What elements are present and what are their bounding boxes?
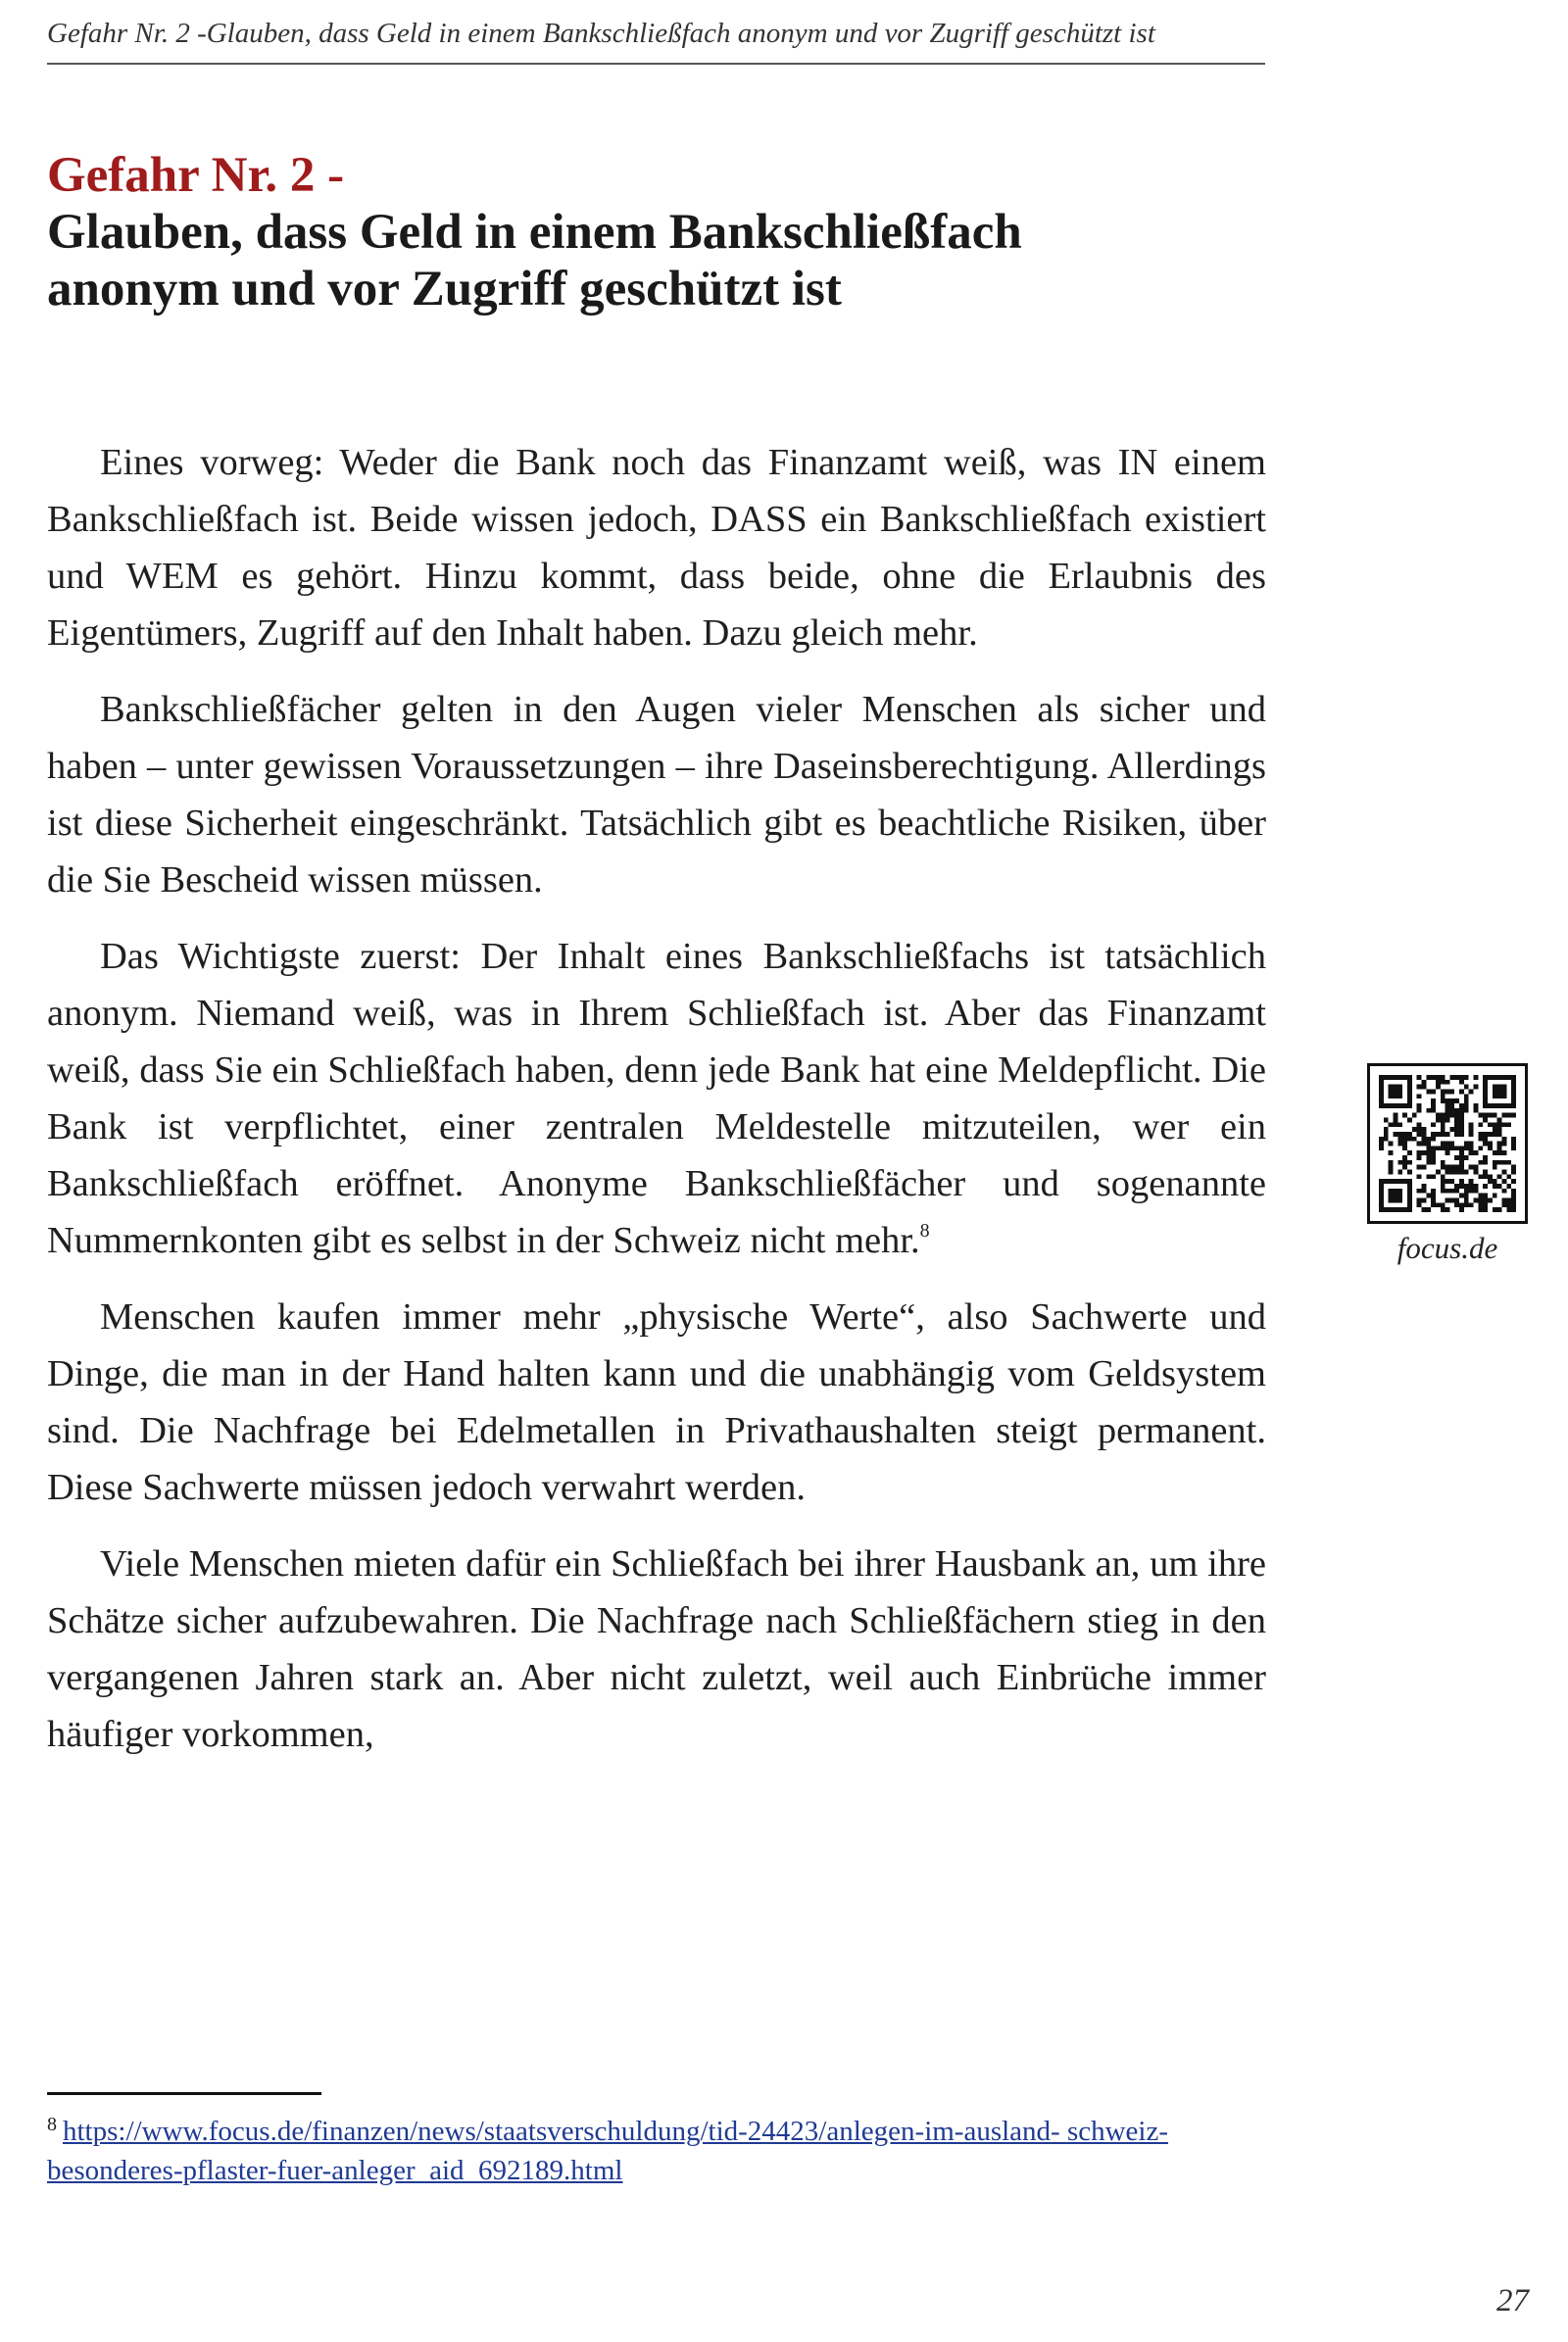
- footnote: [47, 2105, 1266, 2190]
- chapter-title-number: Gefahr Nr. 2 -: [47, 148, 345, 203]
- footnote-rule: [47, 2092, 321, 2095]
- chapter-title-line-1: Glauben, dass Geld in einem Bankschließfach: [47, 205, 1022, 260]
- footnote-marker: 8: [47, 2114, 57, 2135]
- paragraph-1: Eines vorweg: Weder die Bank noch das Finanzamt weiß, was IN einem Bankschließfach ist. Beide wissen jedoch, DASS ein Bankschließfach existiert und WEM es gehört. Hinzu kommt, dass beide, ohne die Erlaubnis des Eigentümers, Zugriff auf den Inhalt haben. Dazu gleich mehr.: [47, 442, 1266, 654]
- paragraph-4: Menschen kaufen immer mehr „physische Werte“, also Sachwerte und Dinge, die man in der Hand halten kann und die unabhängig vom Geldsystem sind. Die Nachfrage bei Edelmetallen in Privathaushalten steigt permanent. Diese Sachwerte müssen jedoch verwahrt werden.: [47, 1296, 1266, 1508]
- qr-code-icon: [1367, 1063, 1528, 1224]
- qr-caption: focus.de: [1396, 1231, 1498, 1265]
- paragraph-2: Bankschließfächer gelten in den Augen vieler Menschen als sicher und haben – unter gewissen Voraussetzungen – ihre Daseinsberechtigung. Allerdings ist diese Sicherheit eingeschränkt. Tatsächlich gibt es beachtliche Risiken, über die Sie Bescheid wissen müssen.: [47, 689, 1266, 901]
- footnote-link[interactable]: https://www.focus.de/finanzen/news/staatsverschuldung/tid-24423/anlegen-im-ausland- schweiz-besonderes-pflaster-fuer-anleger_aid_692189.html: [47, 2116, 1169, 2186]
- paragraph-3: [47, 928, 1266, 1269]
- paragraph-3-text: Das Wichtigste zuerst: Der Inhalt eines Bankschließfachs ist tatsächlich anonym. Niemand weiß, was in Ihrem Schließfach ist. Aber das Finanzamt weiß, dass Sie ein Schließfach haben, denn jede Bank hat eine Meldepflicht. Die Bank ist verpflichtet, einer zentralen Meldestelle mitzuteilen, wer ein Bankschließfach eröffnet. Anonyme Bankschließfächer und sogenannte Nummernkonten gibt es selbst in der Schweiz nicht mehr.: [47, 936, 1266, 1261]
- footnote-reference[interactable]: 8: [919, 1220, 930, 1242]
- chapter-title-line-2: anonym und vor Zugriff geschützt ist: [47, 262, 842, 317]
- running-head: Gefahr Nr. 2 -Glauben, dass Geld in einem Bankschließfach anonym und vor Zugriff geschützt ist: [47, 18, 1155, 49]
- header-rule: [47, 63, 1265, 65]
- page-number: 27: [1496, 2283, 1529, 2318]
- paragraph-5: Viele Menschen mieten dafür ein Schließfach bei ihrer Hausbank an, um ihre Schätze sicher aufzubewahren. Die Nachfrage nach Schließfächern stieg in den vergangenen Jahren stark an. Aber nicht zuletzt, weil auch Einbrüche immer häufiger vorkommen,: [47, 1543, 1266, 1755]
- chapter-title: [47, 147, 1282, 317]
- body-text: [47, 434, 1266, 1782]
